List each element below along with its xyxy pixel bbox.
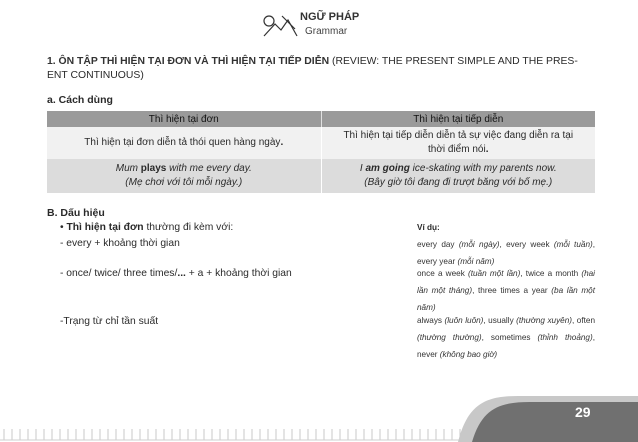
- signal-item-every: - every + khoảng thời gian: [60, 238, 180, 249]
- ex1-e: , every year: [417, 240, 596, 266]
- ex2-a: once a week: [417, 269, 468, 278]
- item2-post: + a + khoảng thời gian: [185, 268, 292, 279]
- section1-heading-en-1: (REVIEW: THE PRESENT SIMPLE AND THE PRES-: [329, 56, 578, 67]
- signal-item-frequency: -Trạng từ chỉ tần suất: [60, 316, 159, 327]
- ex1-d: (mỗi tuần): [553, 240, 593, 249]
- ex3-j: (không bao giờ): [439, 350, 498, 359]
- example-simple-verb: plays: [140, 163, 167, 174]
- example-simple-post: with me every day.: [166, 163, 252, 174]
- ex3-i: , never: [417, 333, 595, 359]
- subsection-b-title: B. Dấu hiệu: [47, 207, 105, 219]
- usage-simple-text: Thì hiện tại đơn diễn tả thói quen hàng ngày: [84, 137, 281, 148]
- section1-heading: [47, 55, 595, 83]
- table-row-example: [47, 159, 595, 193]
- section-subtitle: Grammar: [305, 26, 348, 37]
- ex1-a: every day: [417, 240, 459, 249]
- table-cell-usage-simple: [47, 127, 321, 159]
- example-continuous-translation: (Bây giờ tôi đang đi trượt băng với bố mẹ.): [364, 177, 553, 188]
- page-number: 29: [575, 404, 591, 420]
- table-cell-usage-continuous: [321, 127, 595, 159]
- ex2-c: , twice a month: [520, 269, 582, 278]
- item2-pre: - once/ twice/ three times/: [60, 268, 178, 279]
- ex2-e: , three times a year: [472, 286, 552, 295]
- example-continuous-pre: I: [359, 163, 366, 174]
- ex3-d: (thường xuyên): [516, 316, 573, 325]
- usage-continuous-line2: thời điểm nói: [428, 144, 486, 155]
- table-row-usage: [47, 127, 595, 159]
- bullet-bold: Thì hiện tại đơn: [66, 222, 144, 233]
- ex3-h: (thỉnh thoảng): [537, 333, 593, 342]
- section1-heading-en-2: ENT CONTINUOUS): [47, 70, 144, 81]
- signal-item-times: [60, 268, 292, 279]
- table-header-present-simple: Thì hiện tại đơn: [47, 111, 321, 127]
- example-simple-translation: (Mẹ chơi với tôi mỗi ngày.): [125, 177, 243, 188]
- ex3-f: (thường thường): [417, 333, 482, 342]
- usage-simple-end: .: [280, 137, 284, 148]
- signal-bullet: [60, 222, 233, 233]
- ex2-d: (hai lần một tháng): [417, 269, 595, 295]
- bullet-marker: •: [60, 222, 67, 233]
- page-corner-tab: [458, 392, 638, 442]
- usage-continuous-end: .: [485, 144, 489, 155]
- section1-heading-vi: 1. ÔN TẬP THÌ HIỆN TẠI ĐƠN VÀ THÌ HIỆN TẠI TIẾP DIỄN: [47, 56, 330, 67]
- table-cell-example-continuous: [321, 159, 595, 193]
- table-header-row: [47, 111, 595, 127]
- example-simple-pre: Mum: [115, 163, 141, 174]
- example-times: [417, 265, 595, 316]
- ex1-b: (mỗi ngày): [458, 240, 500, 249]
- ex3-g: , sometimes: [481, 333, 538, 342]
- table-cell-example-simple: [47, 159, 321, 193]
- ex2-b: (tuần một lần): [468, 269, 521, 278]
- grammar-pencil-icon: [262, 12, 300, 38]
- ex3-c: , usually: [483, 316, 517, 325]
- ex2-f: (ba lần một năm): [417, 286, 595, 312]
- example-frequency: [417, 312, 595, 363]
- section-title: NGỮ PHÁP: [300, 11, 360, 23]
- ex3-a: always: [417, 316, 445, 325]
- ex3-e: , often: [572, 316, 596, 325]
- example-continuous-verb: am going: [365, 163, 410, 174]
- usage-table: [47, 111, 595, 193]
- subsection-a-title: a. Cách dùng: [47, 94, 113, 106]
- ex3-b: (luôn luôn): [444, 316, 484, 325]
- ex1-c: , every week: [499, 240, 554, 249]
- usage-continuous-line1: Thì hiện tại tiếp diễn diễn tả sự việc đang diễn ra tại: [343, 130, 574, 141]
- examples-label: Ví dụ:: [417, 223, 440, 232]
- ex1-f: (mỗi năm): [457, 257, 495, 266]
- item2-dots: ...: [177, 268, 186, 279]
- table-header-present-continuous: Thì hiện tại tiếp diễn: [321, 111, 595, 127]
- bullet-post: thường đi kèm với:: [143, 222, 234, 233]
- example-continuous-post: ice-skating with my parents now.: [409, 163, 557, 174]
